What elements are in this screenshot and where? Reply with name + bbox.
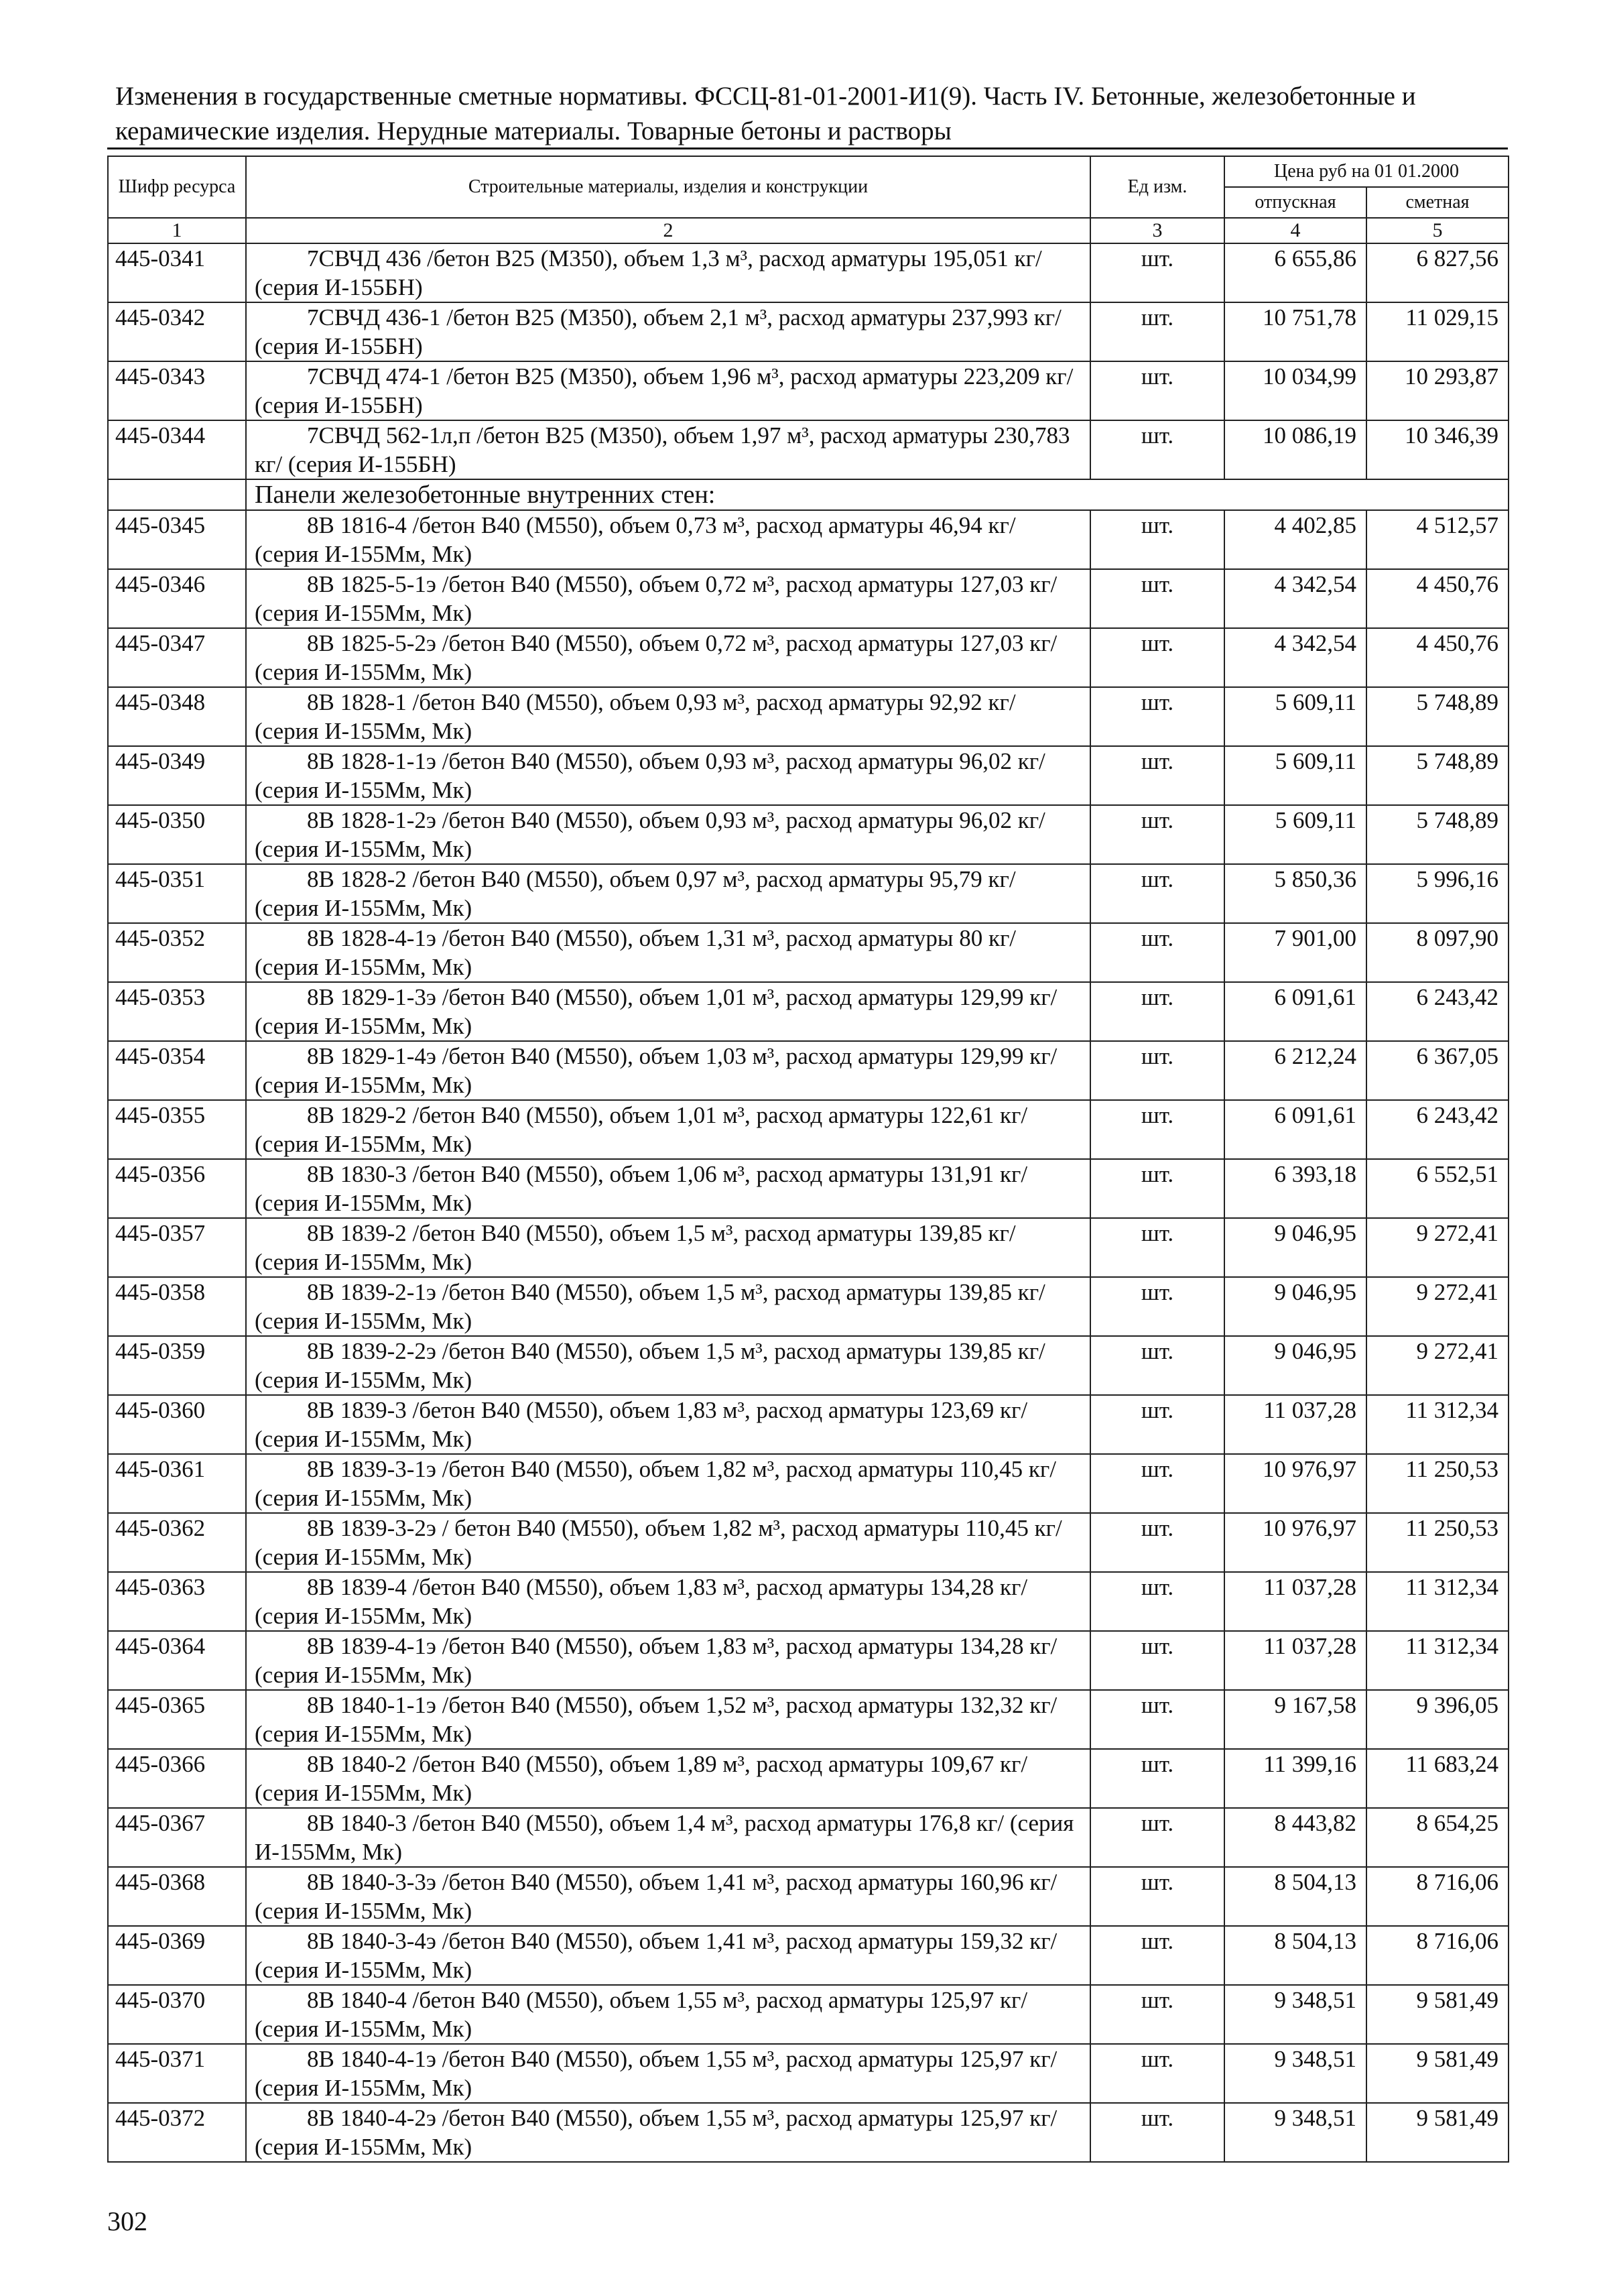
- header-code: Шифр ресурса: [108, 156, 246, 218]
- unit-cell: шт.: [1090, 1041, 1224, 1100]
- table-row: [108, 1159, 1509, 1218]
- estimate-price: 5 748,89: [1366, 687, 1509, 746]
- estimate-price: 9 581,49: [1366, 2103, 1509, 2162]
- resource-description: 8В 1840-4-2э /бетон В40 (М550), объем 1,55 м³, расход арматуры 125,97 кг/ (серия И-155Мм, Мк): [246, 2103, 1090, 2162]
- unit-cell: шт.: [1090, 1513, 1224, 1572]
- resource-description: 8В 1825-5-2э /бетон В40 (М550), объем 0,72 м³, расход арматуры 127,03 кг/ (серия И-155Мм, Мк): [246, 628, 1090, 687]
- release-price: 9 046,95: [1224, 1336, 1366, 1395]
- estimate-price: 6 552,51: [1366, 1159, 1509, 1218]
- estimate-price: 11 250,53: [1366, 1454, 1509, 1513]
- header-price-group: Цена руб на 01 01.2000: [1224, 156, 1509, 187]
- estimate-price: 4 450,76: [1366, 569, 1509, 628]
- resource-description: 8В 1829-2 /бетон В40 (М550), объем 1,01 м³, расход арматуры 122,61 кг/ (серия И-155Мм, Мк): [246, 1100, 1090, 1159]
- release-price: 6 212,24: [1224, 1041, 1366, 1100]
- table-row: [108, 420, 1509, 479]
- estimate-price: 6 367,05: [1366, 1041, 1509, 1100]
- unit-cell: шт.: [1090, 1690, 1224, 1749]
- estimate-price: 9 581,49: [1366, 2044, 1509, 2103]
- estimate-price: 8 097,90: [1366, 923, 1509, 982]
- resource-code: 445-0350: [108, 805, 246, 864]
- table-row: [108, 1041, 1509, 1100]
- table-row: [108, 1808, 1509, 1867]
- resource-code: 445-0364: [108, 1631, 246, 1690]
- unit-cell: шт.: [1090, 1926, 1224, 1985]
- release-price: 11 399,16: [1224, 1749, 1366, 1808]
- resource-description: 8В 1840-4 /бетон В40 (М550), объем 1,55 м³, расход арматуры 125,97 кг/ (серия И-155Мм, Мк): [246, 1985, 1090, 2044]
- estimate-price: 11 250,53: [1366, 1513, 1509, 1572]
- table-row: [108, 1985, 1509, 2044]
- unit-cell: шт.: [1090, 805, 1224, 864]
- page-number: 302: [107, 2206, 147, 2236]
- resource-code: 445-0345: [108, 510, 246, 569]
- estimate-price: 9 272,41: [1366, 1336, 1509, 1395]
- resource-code: 445-0363: [108, 1572, 246, 1631]
- resource-description: 8В 1839-2 /бетон В40 (М550), объем 1,5 м³, расход арматуры 139,85 кг/ (серия И-155Мм, Мк): [246, 1218, 1090, 1277]
- table-row: [108, 2044, 1509, 2103]
- header-estimate-price: сметная: [1366, 187, 1509, 218]
- col-number: 2: [246, 218, 1090, 243]
- release-price: 10 034,99: [1224, 361, 1366, 420]
- table-row: [108, 1336, 1509, 1395]
- release-price: 9 046,95: [1224, 1277, 1366, 1336]
- unit-cell: шт.: [1090, 1749, 1224, 1808]
- resource-description: 7СВЧД 474-1 /бетон В25 (М350), объем 1,96 м³, расход арматуры 223,209 кг/ (серия И-155БН): [246, 361, 1090, 420]
- resource-code: 445-0348: [108, 687, 246, 746]
- resource-code: 445-0360: [108, 1395, 246, 1454]
- resource-code: 445-0352: [108, 923, 246, 982]
- resource-description: 8В 1839-2-2э /бетон В40 (М550), объем 1,5 м³, расход арматуры 139,85 кг/ (серия И-155Мм, Мк): [246, 1336, 1090, 1395]
- resource-code: 445-0358: [108, 1277, 246, 1336]
- resource-description: 8В 1840-1-1э /бетон В40 (М550), объем 1,52 м³, расход арматуры 132,32 кг/ (серия И-155Мм, Мк): [246, 1690, 1090, 1749]
- resource-code: 445-0362: [108, 1513, 246, 1572]
- header-rule: [107, 147, 1508, 149]
- unit-cell: шт.: [1090, 687, 1224, 746]
- unit-cell: шт.: [1090, 361, 1224, 420]
- resource-description: 8В 1839-4-1э /бетон В40 (М550), объем 1,83 м³, расход арматуры 134,28 кг/ (серия И-155Мм, Мк): [246, 1631, 1090, 1690]
- table-row: [108, 982, 1509, 1041]
- resource-code: 445-0353: [108, 982, 246, 1041]
- unit-cell: шт.: [1090, 1100, 1224, 1159]
- table-row: [108, 687, 1509, 746]
- estimate-price: 10 346,39: [1366, 420, 1509, 479]
- col-number: 5: [1366, 218, 1509, 243]
- table-row: [108, 1690, 1509, 1749]
- table-row: [108, 1454, 1509, 1513]
- release-price: 9 046,95: [1224, 1218, 1366, 1277]
- price-table: [107, 156, 1509, 2163]
- estimate-price: 10 293,87: [1366, 361, 1509, 420]
- estimate-price: 8 654,25: [1366, 1808, 1509, 1867]
- unit-cell: шт.: [1090, 982, 1224, 1041]
- release-price: 4 342,54: [1224, 628, 1366, 687]
- release-price: 6 393,18: [1224, 1159, 1366, 1218]
- unit-cell: шт.: [1090, 1277, 1224, 1336]
- resource-description: 8В 1829-1-3э /бетон В40 (М550), объем 1,01 м³, расход арматуры 129,99 кг/ (серия И-155Мм, Мк): [246, 982, 1090, 1041]
- release-price: 5 850,36: [1224, 864, 1366, 923]
- table-row: [108, 1513, 1509, 1572]
- estimate-price: 11 029,15: [1366, 302, 1509, 361]
- unit-cell: шт.: [1090, 746, 1224, 805]
- header-release-price: отпускная: [1224, 187, 1366, 218]
- release-price: 11 037,28: [1224, 1395, 1366, 1454]
- section-empty-cell: [108, 479, 246, 510]
- estimate-price: 11 312,34: [1366, 1395, 1509, 1454]
- resource-description: 8В 1828-2 /бетон В40 (М550), объем 0,97 м³, расход арматуры 95,79 кг/ (серия И-155Мм, Мк): [246, 864, 1090, 923]
- table-body-before-section: [108, 243, 1509, 479]
- release-price: 5 609,11: [1224, 687, 1366, 746]
- resource-code: 445-0365: [108, 1690, 246, 1749]
- unit-cell: шт.: [1090, 2044, 1224, 2103]
- release-price: 10 976,97: [1224, 1454, 1366, 1513]
- resource-code: 445-0341: [108, 243, 246, 302]
- unit-cell: шт.: [1090, 1454, 1224, 1513]
- estimate-price: 11 312,34: [1366, 1572, 1509, 1631]
- release-price: 10 086,19: [1224, 420, 1366, 479]
- resource-description: 7СВЧД 562-1л,п /бетон В25 (М350), объем 1,97 м³, расход арматуры 230,783 кг/ (серия И-155БН): [246, 420, 1090, 479]
- unit-cell: шт.: [1090, 1395, 1224, 1454]
- resource-code: 445-0349: [108, 746, 246, 805]
- estimate-price: 9 396,05: [1366, 1690, 1509, 1749]
- estimate-price: 4 450,76: [1366, 628, 1509, 687]
- table-row: [108, 1100, 1509, 1159]
- table-row: [108, 1572, 1509, 1631]
- resource-code: 445-0372: [108, 2103, 246, 2162]
- resource-description: 8В 1828-1-1э /бетон В40 (М550), объем 0,93 м³, расход арматуры 96,02 кг/ (серия И-155Мм, Мк): [246, 746, 1090, 805]
- resource-description: 8В 1840-3-4э /бетон В40 (М550), объем 1,41 м³, расход арматуры 159,32 кг/ (серия И-155Мм, Мк): [246, 1926, 1090, 1985]
- release-price: 10 751,78: [1224, 302, 1366, 361]
- estimate-price: 8 716,06: [1366, 1867, 1509, 1926]
- resource-description: 8В 1840-3-3э /бетон В40 (М550), объем 1,41 м³, расход арматуры 160,96 кг/ (серия И-155Мм, Мк): [246, 1867, 1090, 1926]
- unit-cell: шт.: [1090, 1867, 1224, 1926]
- resource-code: 445-0344: [108, 420, 246, 479]
- unit-cell: шт.: [1090, 510, 1224, 569]
- resource-code: 445-0355: [108, 1100, 246, 1159]
- header-name: Строительные материалы, изделия и конструкции: [246, 156, 1090, 218]
- unit-cell: шт.: [1090, 243, 1224, 302]
- resource-code: 445-0342: [108, 302, 246, 361]
- resource-description: 8В 1839-3-1э /бетон В40 (М550), объем 1,82 м³, расход арматуры 110,45 кг/ (серия И-155Мм, Мк): [246, 1454, 1090, 1513]
- resource-code: 445-0368: [108, 1867, 246, 1926]
- table-row: [108, 746, 1509, 805]
- unit-cell: шт.: [1090, 1159, 1224, 1218]
- estimate-price: 5 996,16: [1366, 864, 1509, 923]
- resource-code: 445-0351: [108, 864, 246, 923]
- estimate-price: 6 243,42: [1366, 982, 1509, 1041]
- unit-cell: шт.: [1090, 1985, 1224, 2044]
- estimate-price: 9 272,41: [1366, 1277, 1509, 1336]
- table-row: [108, 1277, 1509, 1336]
- resource-description: 8В 1828-1 /бетон В40 (М550), объем 0,93 м³, расход арматуры 92,92 кг/ (серия И-155Мм, Мк): [246, 687, 1090, 746]
- release-price: 11 037,28: [1224, 1572, 1366, 1631]
- unit-cell: шт.: [1090, 628, 1224, 687]
- col-number: 1: [108, 218, 246, 243]
- unit-cell: шт.: [1090, 1572, 1224, 1631]
- page-header: Изменения в государственные сметные нормативы. ФССЦ-81-01-2001-И1(9). Часть IV. Бетонные, железобетонные и керамические изделия. Нерудные материалы. Товарные бетоны и растворы: [115, 82, 1416, 145]
- unit-cell: шт.: [1090, 420, 1224, 479]
- resource-description: 8В 1828-1-2э /бетон В40 (М550), объем 0,93 м³, расход арматуры 96,02 кг/ (серия И-155Мм, Мк): [246, 805, 1090, 864]
- estimate-price: 11 683,24: [1366, 1749, 1509, 1808]
- resource-code: 445-0361: [108, 1454, 246, 1513]
- release-price: 6 091,61: [1224, 1100, 1366, 1159]
- release-price: 4 342,54: [1224, 569, 1366, 628]
- release-price: 10 976,97: [1224, 1513, 1366, 1572]
- unit-cell: шт.: [1090, 1808, 1224, 1867]
- table-row: [108, 1631, 1509, 1690]
- resource-description: 8В 1816-4 /бетон В40 (М550), объем 0,73 м³, расход арматуры 46,94 кг/ (серия И-155Мм, Мк): [246, 510, 1090, 569]
- estimate-price: 6 243,42: [1366, 1100, 1509, 1159]
- section-header-body: [108, 479, 1509, 510]
- estimate-price: 6 827,56: [1366, 243, 1509, 302]
- table-row: [108, 1926, 1509, 1985]
- unit-cell: шт.: [1090, 1218, 1224, 1277]
- unit-cell: шт.: [1090, 1631, 1224, 1690]
- section-header-row: [108, 479, 1509, 510]
- table-row: [108, 1395, 1509, 1454]
- release-price: 9 167,58: [1224, 1690, 1366, 1749]
- table-row: [108, 361, 1509, 420]
- release-price: 5 609,11: [1224, 805, 1366, 864]
- table-row: [108, 569, 1509, 628]
- release-price: 5 609,11: [1224, 746, 1366, 805]
- release-price: 8 504,13: [1224, 1926, 1366, 1985]
- unit-cell: шт.: [1090, 1336, 1224, 1395]
- resource-code: 445-0369: [108, 1926, 246, 1985]
- release-price: 7 901,00: [1224, 923, 1366, 982]
- release-price: 4 402,85: [1224, 510, 1366, 569]
- unit-cell: шт.: [1090, 569, 1224, 628]
- table-row: [108, 1749, 1509, 1808]
- release-price: 8 443,82: [1224, 1808, 1366, 1867]
- table-row: [108, 2103, 1509, 2162]
- resource-description: 8В 1839-4 /бетон В40 (М550), объем 1,83 м³, расход арматуры 134,28 кг/ (серия И-155Мм, Мк): [246, 1572, 1090, 1631]
- resource-description: 8В 1828-4-1э /бетон В40 (М550), объем 1,31 м³, расход арматуры 80 кг/ (серия И-155Мм, Мк): [246, 923, 1090, 982]
- estimate-price: 8 716,06: [1366, 1926, 1509, 1985]
- table-row: [108, 923, 1509, 982]
- col-number: 4: [1224, 218, 1366, 243]
- resource-description: 8В 1840-2 /бетон В40 (М550), объем 1,89 м³, расход арматуры 109,67 кг/ (серия И-155Мм, Мк): [246, 1749, 1090, 1808]
- release-price: 9 348,51: [1224, 2103, 1366, 2162]
- estimate-price: 5 748,89: [1366, 746, 1509, 805]
- resource-description: 8В 1839-3 /бетон В40 (М550), объем 1,83 м³, расход арматуры 123,69 кг/ (серия И-155Мм, Мк): [246, 1395, 1090, 1454]
- table-row: [108, 864, 1509, 923]
- resource-code: 445-0371: [108, 2044, 246, 2103]
- table-row: [108, 805, 1509, 864]
- table-header: [108, 156, 1509, 243]
- release-price: 9 348,51: [1224, 2044, 1366, 2103]
- table-body-after-section: [108, 510, 1509, 2162]
- resource-description: 8В 1840-4-1э /бетон В40 (М550), объем 1,55 м³, расход арматуры 125,97 кг/ (серия И-155Мм, Мк): [246, 2044, 1090, 2103]
- release-price: 6 091,61: [1224, 982, 1366, 1041]
- release-price: 8 504,13: [1224, 1867, 1366, 1926]
- estimate-price: 9 272,41: [1366, 1218, 1509, 1277]
- resource-code: 445-0346: [108, 569, 246, 628]
- resource-code: 445-0356: [108, 1159, 246, 1218]
- col-number: 3: [1090, 218, 1224, 243]
- resource-description: 8В 1830-3 /бетон В40 (М550), объем 1,06 м³, расход арматуры 131,91 кг/ (серия И-155Мм, Мк): [246, 1159, 1090, 1218]
- estimate-price: 4 512,57: [1366, 510, 1509, 569]
- resource-code: 445-0347: [108, 628, 246, 687]
- estimate-price: 11 312,34: [1366, 1631, 1509, 1690]
- estimate-price: 9 581,49: [1366, 1985, 1509, 2044]
- resource-code: 445-0359: [108, 1336, 246, 1395]
- estimate-price: 5 748,89: [1366, 805, 1509, 864]
- resource-code: 445-0370: [108, 1985, 246, 2044]
- release-price: 11 037,28: [1224, 1631, 1366, 1690]
- unit-cell: шт.: [1090, 923, 1224, 982]
- table-row: [108, 1218, 1509, 1277]
- resource-code: 445-0354: [108, 1041, 246, 1100]
- table-row: [108, 510, 1509, 569]
- release-price: 6 655,86: [1224, 243, 1366, 302]
- header-unit: Ед изм.: [1090, 156, 1224, 218]
- resource-description: 8В 1829-1-4э /бетон В40 (М550), объем 1,03 м³, расход арматуры 129,99 кг/ (серия И-155Мм, Мк): [246, 1041, 1090, 1100]
- resource-description: 8В 1825-5-1э /бетон В40 (М550), объем 0,72 м³, расход арматуры 127,03 кг/ (серия И-155Мм, Мк): [246, 569, 1090, 628]
- table-row: [108, 1867, 1509, 1926]
- resource-code: 445-0343: [108, 361, 246, 420]
- resource-description: 8В 1839-2-1э /бетон В40 (М550), объем 1,5 м³, расход арматуры 139,85 кг/ (серия И-155Мм, Мк): [246, 1277, 1090, 1336]
- table-row: [108, 243, 1509, 302]
- resource-description: 7СВЧД 436-1 /бетон В25 (М350), объем 2,1 м³, расход арматуры 237,993 кг/ (серия И-155БН): [246, 302, 1090, 361]
- resource-description: 8В 1840-3 /бетон В40 (М550), объем 1,4 м³, расход арматуры 176,8 кг/ (серия И-155Мм, Мк): [246, 1808, 1090, 1867]
- unit-cell: шт.: [1090, 302, 1224, 361]
- table-row: [108, 628, 1509, 687]
- resource-code: 445-0366: [108, 1749, 246, 1808]
- resource-code: 445-0367: [108, 1808, 246, 1867]
- resource-description: 7СВЧД 436 /бетон В25 (М350), объем 1,3 м³, расход арматуры 195,051 кг/ (серия И-155БН): [246, 243, 1090, 302]
- unit-cell: шт.: [1090, 864, 1224, 923]
- table-row: [108, 302, 1509, 361]
- release-price: 9 348,51: [1224, 1985, 1366, 2044]
- section-title: Панели железобетонные внутренних стен:: [246, 479, 1509, 510]
- unit-cell: шт.: [1090, 2103, 1224, 2162]
- resource-code: 445-0357: [108, 1218, 246, 1277]
- resource-description: 8В 1839-3-2э / бетон В40 (М550), объем 1,82 м³, расход арматуры 110,45 кг/ (серия И-155Мм, Мк): [246, 1513, 1090, 1572]
